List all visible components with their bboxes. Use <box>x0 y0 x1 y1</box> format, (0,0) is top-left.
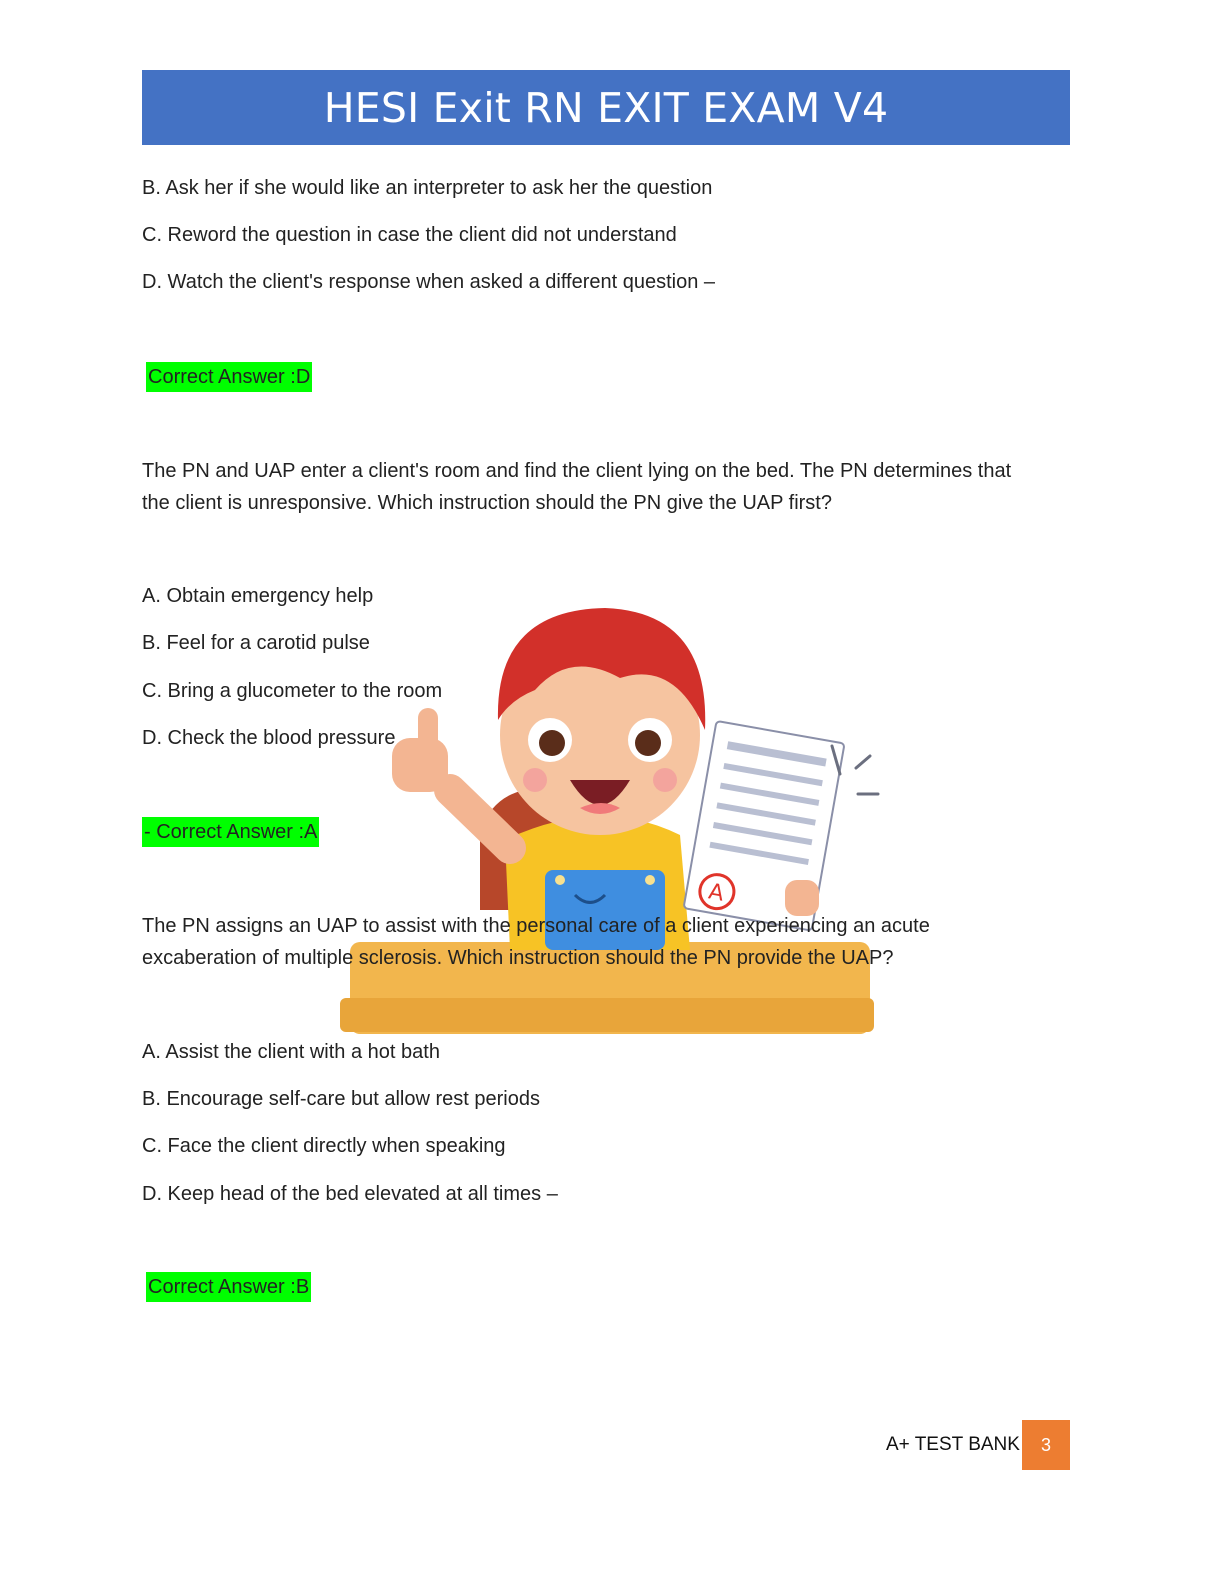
q3-question: The PN assigns an UAP to assist with the personal care of a client experiencing an acute excaberation of multiple sclerosis. Which instruction should the PN provide the UAP? <box>142 915 930 969</box>
q2-option-b: B. Feel for a carotid pulse <box>142 632 370 654</box>
desk-edge-shape <box>340 998 874 1032</box>
q3-option-c: C. Face the client directly when speaking <box>142 1135 506 1157</box>
q1-option-c: C. Reword the question in case the client did not understand <box>142 224 677 246</box>
page-number-badge <box>1022 1420 1070 1470</box>
q1-option-b: B. Ask her if she would like an interpreter to ask her the question <box>142 177 713 199</box>
page-title: HESI Exit RN EXIT EXAM V4 <box>323 83 889 132</box>
graded-paper-shape <box>684 721 845 931</box>
q3-option-b: B. Encourage self-care but allow rest periods <box>142 1088 540 1110</box>
q2-correct-answer: - Correct Answer :A <box>142 817 319 847</box>
q2-option-a: A. Obtain emergency help <box>142 585 374 607</box>
q3-option-d: D. Keep head of the bed elevated at all times – <box>142 1183 558 1205</box>
title-banner <box>142 70 1070 145</box>
q2-option-c: C. Bring a glucometer to the room <box>142 680 443 702</box>
arm-shape <box>450 790 510 848</box>
svg-text:A: A <box>706 879 726 907</box>
q1-correct-answer: Correct Answer :D <box>146 362 312 392</box>
thumb-shape <box>418 708 438 754</box>
q3-correct-answer: Correct Answer :B <box>146 1272 311 1302</box>
q3-option-a: A. Assist the client with a hot bath <box>142 1041 440 1063</box>
page-number: 3 <box>1040 1434 1051 1455</box>
footer-label: A+ TEST BANK <box>886 1434 1020 1455</box>
q2-option-d: D. Check the blood pressure <box>142 727 396 749</box>
q2-question: The PN and UAP enter a client's room and find the client lying on the bed. The PN determines that the client is unresponsive. Which instruction should the PN give the UAP first? <box>142 460 1012 514</box>
q1-option-d: D. Watch the client's response when asked a different question – <box>142 271 716 293</box>
